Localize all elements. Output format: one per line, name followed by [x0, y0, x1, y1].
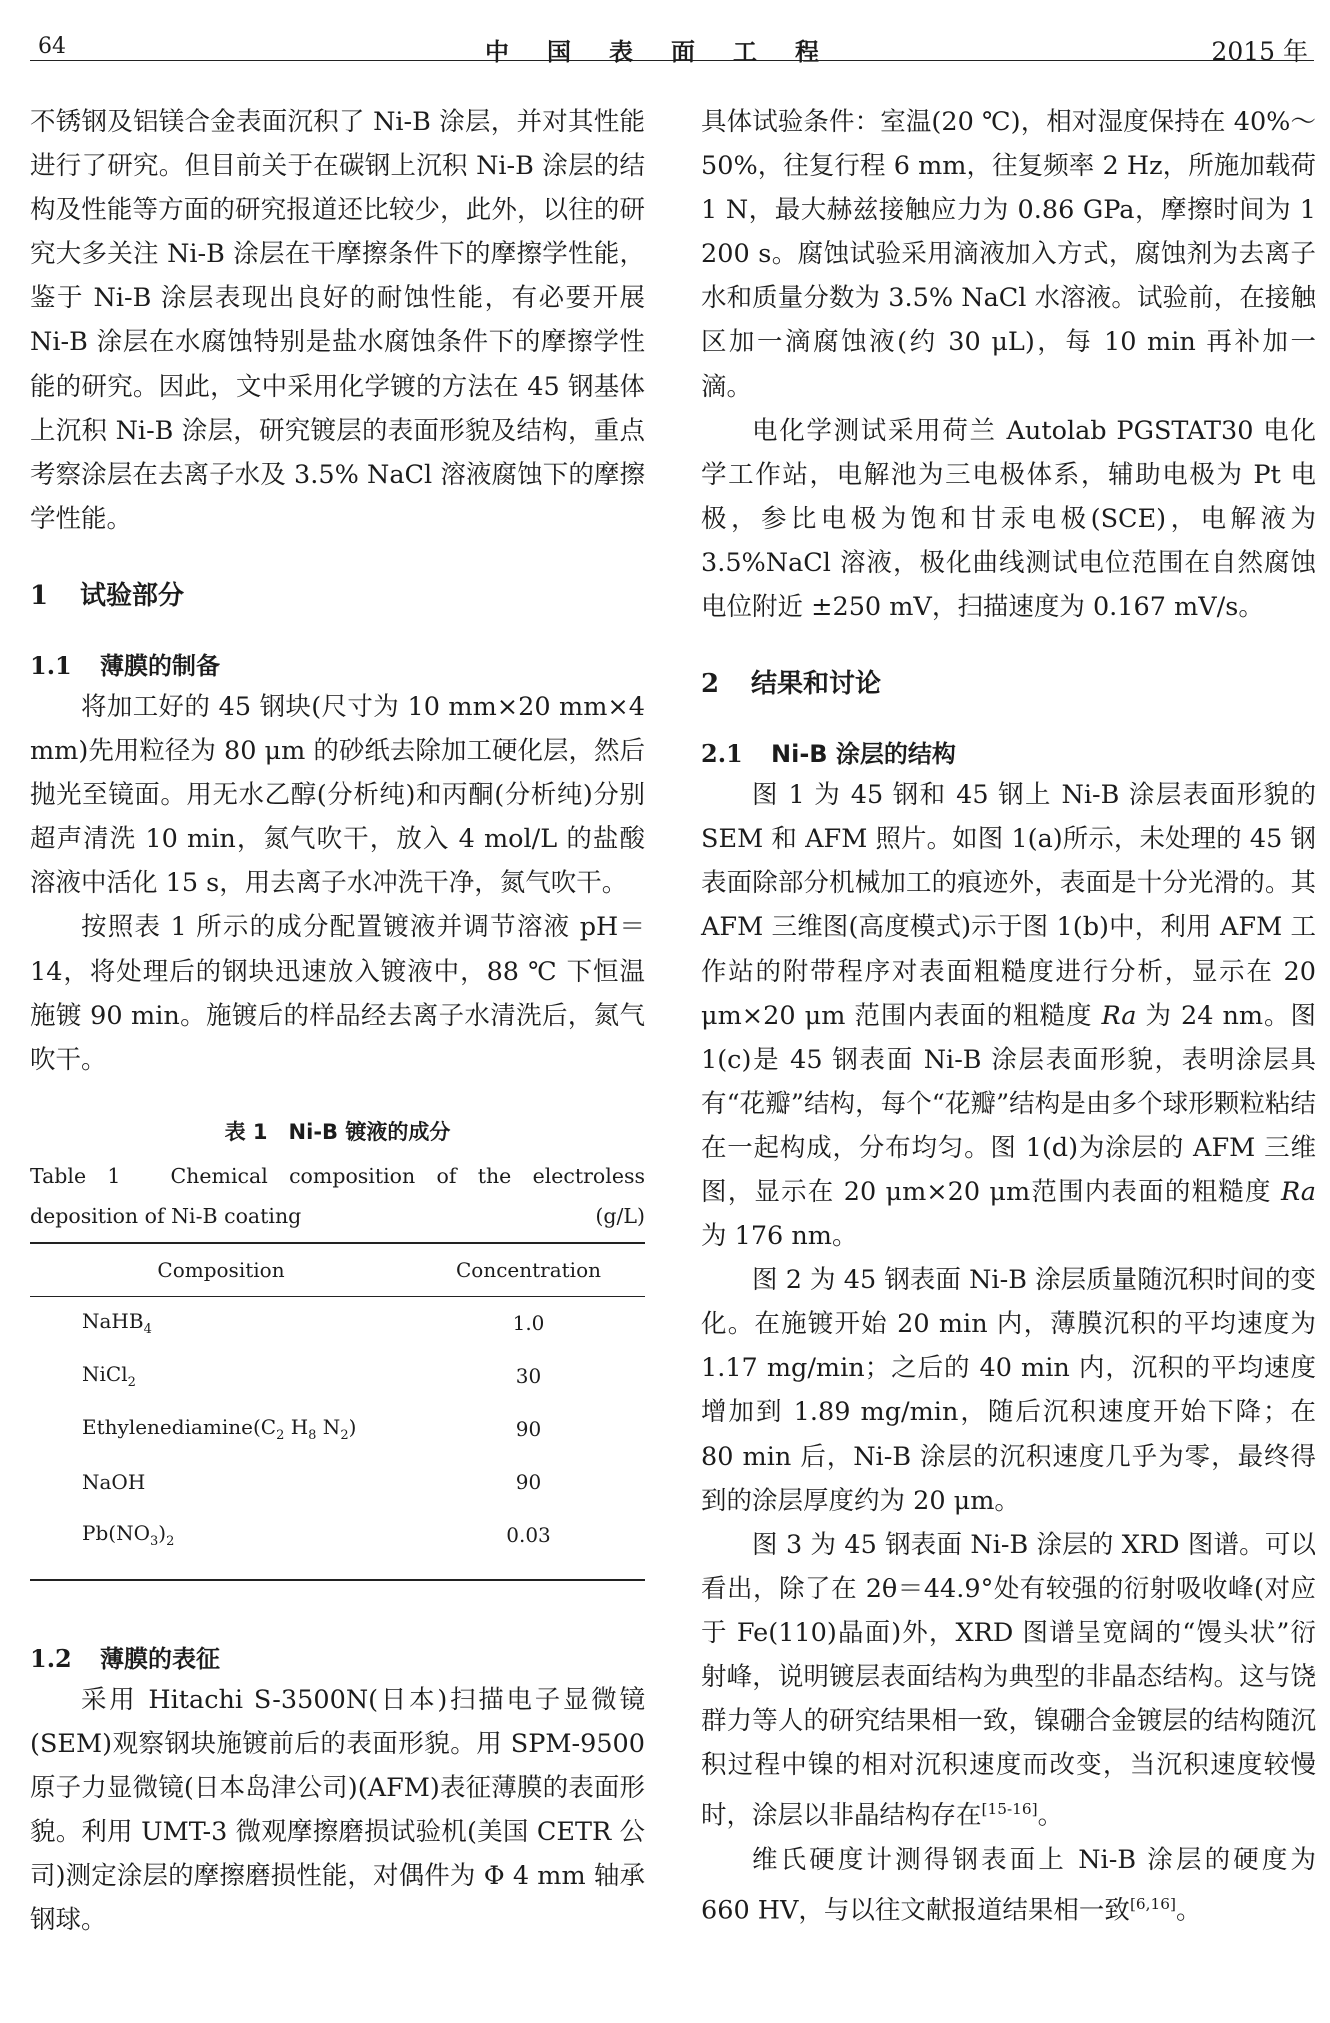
- subsection-title: 薄膜的制备: [100, 651, 220, 680]
- table-header-row: [30, 1243, 645, 1297]
- citation[interactable]: [15-16]: [981, 1800, 1038, 1819]
- table-row: [30, 1403, 645, 1456]
- subsection-title: Ni-B 涂层的结构: [771, 740, 956, 769]
- left-column: [30, 100, 645, 1942]
- section-heading-2: [701, 663, 1316, 700]
- concentration-cell: 30: [515, 1364, 542, 1389]
- table-row: [30, 1456, 645, 1509]
- section-number: 1: [30, 580, 49, 611]
- composition-cell: NiCl$_2$: [82, 1362, 136, 1391]
- section-title: 试验部分: [80, 580, 185, 611]
- roughness-symbol: Ra: [1101, 1000, 1137, 1031]
- composition-cell: $Ethylenediamine(C_2$ $H_8$ $N_2$): [82, 1415, 357, 1444]
- table-row: [30, 1350, 645, 1403]
- subsection-number: 1.1: [30, 650, 72, 680]
- journal-name: 中国表面工程: [485, 38, 857, 66]
- subsection-number: 1.2: [30, 1643, 72, 1673]
- citation[interactable]: [6,16]: [1129, 1894, 1176, 1913]
- subsection-heading-1-1: [30, 646, 645, 681]
- page-number: 64: [38, 34, 66, 59]
- composition-cell: $Pb(NO_3)_2$: [30, 1509, 412, 1580]
- column-header-concentration: Concentration: [455, 1257, 602, 1282]
- table-title-en-text: Table 1 Chemical composition of the electroless deposition of Ni-B coating: [30, 1163, 645, 1228]
- intro-paragraph: 不锈钢及铝镁合金表面沉积了 Ni-B 涂层，并对其性能进行了研究。但目前关于在碳钢上沉积 Ni-B 涂层的结构及性能等方面的研究报道还比较少，此外，以往的研究大多关注 Ni-B 涂层在干摩擦条件下的摩擦学性能，鉴于 Ni-B 涂层表现出良好的耐蚀性能，有必要开展 Ni-B 涂层在水腐蚀特别是盐水腐蚀条件下的摩擦学性能的研究。因此，文中采用化学镀的方法在 45 钢基体上沉积 Ni-B 涂层，研究镀层的表面形貌及结构，重点考察涂层在去离子水及 3.5% NaCl 溶液腐蚀下的摩擦学性能。: [30, 107, 645, 534]
- table-row: [30, 1509, 645, 1580]
- paragraph-morphology: 图 1 为 45 钢和 45 钢上 Ni-B 涂层表面形貌的 SEM 和 AFM 照片。如图 1(a)所示，未处理的 45 钢表面除部分机械加工的痕迹外，表面是十分光滑的。其 AFM 三维图(高度模式)示于图 1(b)中，利用 AFM 工作站的附带程序对表面粗糙度进行分析，显示在 20 μm×20 μm 范围内表面的粗糙度 Ra 为 24 nm。图 1(c)是 45 钢表面 Ni-B 涂层表面形貌，表明涂层具有“花瓣”结构，每个“花瓣”结构是由多个球形颗粒粘结在一起构成，分布均匀。图 1(d)为涂层的 AFM 三维图，显示在 20 μm×20 μm范围内表面的粗糙度 Ra 为 176 nm。: [701, 780, 1316, 1252]
- paragraph-preparation: 将加工好的 45 钢块(尺寸为 10 mm×20 mm×4 mm)先用粒径为 80 μm 的砂纸去除加工硬化层，然后抛光至镜面。用无水乙醇(分析纯)和丙酮(分析纯)分别超声清洗 10 min，氮气吹干，放入 4 mol/L 的盐酸溶液中活化 15 s，用去离子水冲洗干净，氮气吹干。: [30, 691, 645, 899]
- section-heading-1: [30, 575, 645, 612]
- header-rule: [30, 60, 1314, 61]
- section-title: 结果和讨论: [751, 669, 882, 700]
- subsection-heading-2-1: [701, 734, 1316, 769]
- right-column: [701, 100, 1316, 1933]
- concentration-cell: 0.03: [412, 1509, 645, 1580]
- paragraph-deposition-rate: 图 2 为 45 钢表面 Ni-B 涂层质量随沉积时间的变化。在施镀开始 20 min 内，薄膜沉积的平均速度为 1.17 mg/min；之后的 40 min 内，沉积的平均速度增加到 1.89 mg/min，随后沉积速度开始下降；在 80 min 后，Ni-B 涂层的沉积速度几乎为零，最终得到的涂层厚度约为 20 μm。: [701, 1265, 1316, 1516]
- subsection-heading-1-2: [30, 1639, 645, 1674]
- paragraph-hardness: 维氏硬度计测得钢表面上 Ni-B 涂层的硬度为 660 HV，与以往文献报道结果相一致[6,16]。: [701, 1844, 1316, 1926]
- paragraph-characterization: 采用 Hitachi S-3500N(日本)扫描电子显微镜(SEM)观察钢块施镀前后的表面形貌。用 SPM-9500 原子力显微镜(日本岛津公司)(AFM)表征薄膜的表面形貌。利用 UMT-3 微观摩擦磨损试验机(美国 CETR 公司)测定涂层的摩擦磨损性能，对偶件为 Φ 4 mm 轴承钢球。: [30, 1684, 645, 1936]
- running-header: [30, 28, 1312, 72]
- column-header-composition: Composition: [157, 1257, 285, 1282]
- table-row: [30, 1296, 645, 1350]
- table-1: [30, 1116, 645, 1581]
- composition-cell: NaHB$_4$: [82, 1309, 152, 1338]
- table-unit: (g/L): [595, 1203, 645, 1228]
- section-number: 2: [701, 669, 720, 700]
- concentration-cell: 90: [515, 1470, 542, 1495]
- page-year: 2015 年: [1211, 37, 1308, 66]
- composition-cell: NaOH: [82, 1470, 146, 1495]
- table-title-en: [30, 1156, 645, 1236]
- concentration-cell: 1.0: [512, 1311, 545, 1336]
- concentration-cell: 90: [515, 1417, 542, 1442]
- table-title-cn: 表 1 Ni-B 镀液的成分: [224, 1119, 451, 1144]
- paragraph-test-conditions: 具体试验条件：室温(20 ℃)，相对湿度保持在 40%～50%，往复行程 6 mm，往复频率 2 Hz，所施加载荷 1 N，最大赫兹接触应力为 0.86 GPa，摩擦时间为 1 200 s。腐蚀试验采用滴液加入方式，腐蚀剂为去离子水和质量分数为 3.5% NaCl 水溶液。试验前，在接触区加一滴腐蚀液(约 30 μL)，每 10 min 再补加一滴。: [701, 107, 1316, 402]
- roughness-symbol: Ra: [1281, 1176, 1316, 1207]
- paragraph-electrochemical: 电化学测试采用荷兰 Autolab PGSTAT30 电化学工作站，电解池为三电极体系，辅助电极为 Pt 电极，参比电极为饱和甘汞电极(SCE)，电解液为 3.5%NaCl 溶液，极化曲线测试电位范围在自然腐蚀电位附近 ±250 mV，扫描速度为 0.167 mV/s。: [701, 415, 1316, 623]
- composition-table: [30, 1242, 645, 1581]
- subsection-number: 2.1: [701, 739, 743, 769]
- paragraph-xrd: 图 3 为 45 钢表面 Ni-B 涂层的 XRD 图谱。可以看出，除了在 2θ＝44.9°处有较强的衍射吸收峰(对应于 Fe(110)晶面)外，XRD 图谱呈宽阔的“馒头状”衍射峰，说明镀层表面结构为典型的非晶态结构。这与饶群力等人的研究结果相一致，镍硼合金镀层的结构随沉积过程中镍的相对沉积速度而改变，当沉积速度较慢时，涂层以非晶结构存在[15-16]。: [701, 1529, 1316, 1831]
- paragraph-plating: 按照表 1 所示的成分配置镀液并调节溶液 pH＝14，将处理后的钢块迅速放入镀液中，88 ℃ 下恒温施镀 90 min。施镀后的样品经去离子水清洗后，氮气吹干。: [30, 912, 645, 1075]
- subsection-title: 薄膜的表征: [100, 1644, 220, 1673]
